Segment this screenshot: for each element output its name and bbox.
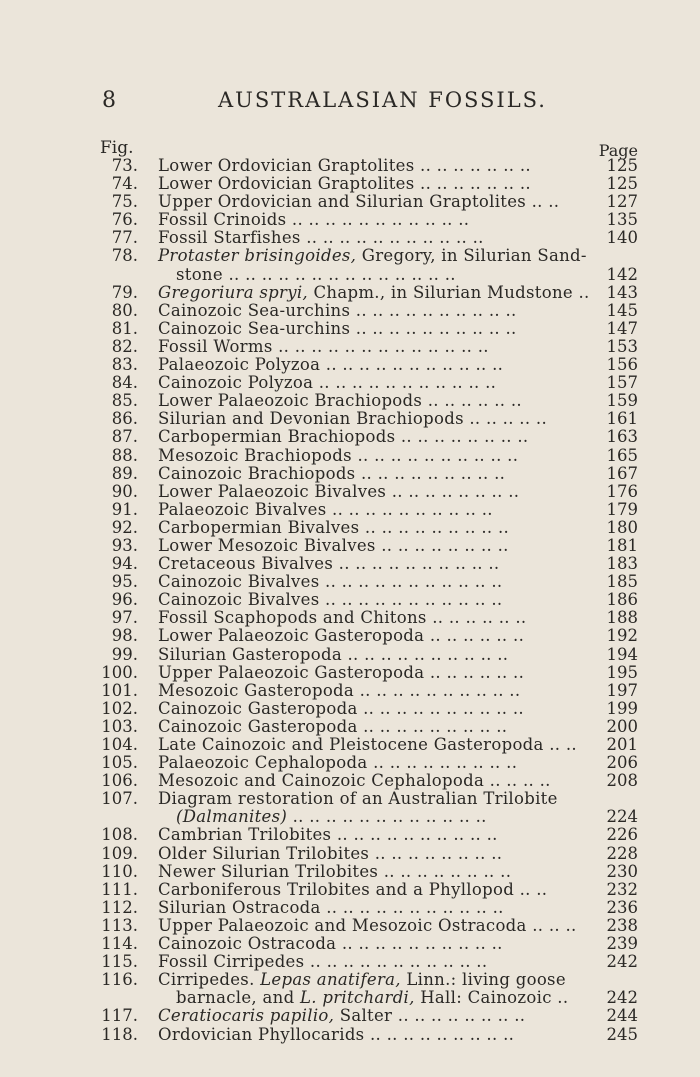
figure-entry	[0, 229, 700, 247]
figure-title	[158, 356, 503, 374]
entry-line	[0, 591, 700, 609]
figure-title-italic: Gregoriura spryi,	[158, 282, 308, 302]
page-reference: 161	[606, 409, 638, 429]
figure-number: 112.	[101, 897, 138, 917]
entry-line	[0, 863, 700, 881]
figure-title	[158, 465, 505, 483]
figure-title-text: Palaeozoic Polyzoa .. .. .. .. .. .. .. .. .. .. ..	[158, 355, 504, 375]
figure-number: 73.	[111, 156, 138, 175]
entry-line	[0, 736, 700, 754]
figure-title-text: Fossil Worms .. .. .. .. .. .. .. .. .. .. .. .. ..	[158, 336, 489, 356]
figure-entry	[0, 863, 700, 881]
page-reference: 143	[606, 282, 638, 302]
entry-line	[0, 229, 700, 247]
figure-entry	[0, 428, 700, 446]
figure-title-text: Salter .. .. .. .. .. .. .. ..	[334, 1006, 526, 1026]
figure-title-italic: Protaster brisingoides,	[158, 246, 357, 266]
figure-number: 107.	[101, 789, 138, 809]
figure-number: 89.	[111, 463, 138, 483]
figure-title-text: Diagram restoration of an Australian Trilobite	[158, 789, 558, 809]
figure-title	[158, 772, 551, 790]
entry-line	[0, 682, 700, 700]
page-reference: 226	[606, 825, 638, 845]
figure-title	[158, 573, 502, 591]
page-reference: 201	[606, 735, 638, 754]
figure-title	[158, 863, 511, 881]
entry-line	[0, 537, 700, 555]
entry-line	[0, 410, 700, 428]
entry-line	[0, 627, 700, 645]
figure-number: 99.	[111, 644, 138, 664]
entry-line	[0, 826, 700, 844]
figure-title-text: Cambrian Trilobites .. .. .. .. .. .. .. .. .. ..	[158, 825, 498, 845]
figure-entry	[0, 609, 700, 627]
figure-entry	[0, 157, 700, 175]
figure-title-text: Cainozoic Ostracoda .. .. .. .. .. .. .. .. .. ..	[158, 934, 503, 954]
entry-line	[0, 772, 700, 790]
figure-title	[158, 881, 547, 899]
figure-title-text: .. .. .. .. .. .. .. .. .. .. .. ..	[287, 807, 487, 827]
page-reference: 185	[606, 572, 638, 592]
column-header-page: Page	[598, 141, 638, 160]
figure-title	[158, 320, 517, 338]
figure-title-text: Lower Palaeozoic Gasteropoda .. .. .. .. .. ..	[158, 626, 525, 646]
figure-title-text: Cainozoic Sea-urchins .. .. .. .. .. .. .. .. .. ..	[158, 318, 517, 338]
figure-title	[158, 193, 559, 211]
entry-line	[0, 1026, 700, 1044]
figure-number: 96.	[111, 590, 138, 610]
figure-entry	[0, 736, 700, 754]
figure-title-text: Lower Ordovician Graptolites .. .. .. .. .. .. ..	[158, 156, 531, 175]
figure-title	[158, 410, 547, 428]
figure-number: 80.	[111, 300, 138, 320]
figure-title-text: Palaeozoic Bivalves .. .. .. .. .. .. .. .. .. ..	[158, 499, 493, 519]
figure-title-text: Cainozoic Gasteropoda .. .. .. .. .. .. .. .. ..	[158, 716, 508, 736]
entry-line	[0, 157, 700, 175]
entry-line	[0, 971, 700, 989]
entry-line	[0, 989, 700, 1007]
page-reference: 167	[606, 463, 638, 483]
figure-title	[158, 826, 498, 844]
page-reference: 236	[606, 897, 638, 917]
figure-entry	[0, 447, 700, 465]
page-reference: 125	[606, 174, 638, 194]
figure-number: 102.	[101, 698, 138, 718]
figure-number: 85.	[111, 391, 138, 411]
figure-title	[158, 917, 577, 935]
figure-entry	[0, 682, 700, 700]
figure-number: 81.	[111, 318, 138, 338]
page-reference: 239	[606, 934, 638, 954]
figure-entry	[0, 302, 700, 320]
figure-title-text: Fossil Cirripedes .. .. .. .. .. .. .. .. .. .. ..	[158, 952, 488, 972]
figure-entry	[0, 790, 700, 826]
figure-title	[158, 700, 524, 718]
figure-entry	[0, 537, 700, 555]
figure-entry	[0, 935, 700, 953]
figure-title-text: Ordovician Phyllocarids .. .. .. .. .. .. .. .. ..	[158, 1024, 515, 1044]
page-reference: 180	[606, 517, 638, 537]
page-reference: 163	[606, 427, 638, 447]
figure-entry	[0, 465, 700, 483]
figure-number: 86.	[111, 409, 138, 429]
entry-line	[0, 465, 700, 483]
figure-entry	[0, 1007, 700, 1025]
page-reference: 242	[606, 952, 638, 972]
page-reference: 194	[606, 644, 638, 664]
figure-title	[158, 483, 519, 501]
figure-number: 78.	[111, 246, 138, 266]
figure-number: 92.	[111, 517, 138, 537]
entry-line	[0, 664, 700, 682]
figure-title-text: Cainozoic Bivalves .. .. .. .. .. .. .. .. .. .. ..	[158, 572, 503, 592]
figure-title-text: Silurian and Devonian Brachiopods .. .. .. .. ..	[158, 409, 548, 429]
figure-title-text: Linn.: living goose	[400, 970, 566, 990]
figure-entry	[0, 338, 700, 356]
figure-title-text: Fossil Crinoids .. .. .. .. .. .. .. .. .. .. ..	[158, 210, 470, 230]
entry-line	[0, 320, 700, 338]
figure-entry	[0, 555, 700, 573]
figure-title-continued	[176, 808, 487, 826]
page-reference: 127	[606, 192, 638, 212]
entry-line	[0, 211, 700, 229]
entry-line	[0, 392, 700, 410]
figure-title	[158, 338, 489, 356]
figure-title-italic: (Dalmanites)	[176, 807, 288, 827]
figure-title-italic: Ceratiocaris papilio,	[158, 1006, 335, 1026]
figure-entry	[0, 700, 700, 718]
figure-title-text: Mesozoic Gasteropoda .. .. .. .. .. .. .. .. .. ..	[158, 680, 521, 700]
entry-line	[0, 790, 700, 808]
figure-title	[158, 555, 499, 573]
figure-number: 84.	[111, 373, 138, 393]
page-reference: 199	[606, 698, 638, 718]
page-reference: 179	[606, 499, 638, 519]
figure-entry	[0, 1026, 700, 1044]
figure-entry	[0, 284, 700, 302]
entry-line	[0, 1007, 700, 1025]
figure-number: 108.	[101, 825, 138, 845]
page-reference: 156	[606, 355, 638, 375]
figure-title	[158, 157, 531, 175]
figure-title	[158, 537, 509, 555]
page-reference: 176	[606, 481, 638, 501]
entry-line	[0, 247, 700, 265]
page-reference: 208	[606, 771, 638, 791]
figure-title-text: Older Silurian Trilobites .. .. .. .. .. .. .. ..	[158, 843, 503, 863]
figure-entry	[0, 483, 700, 501]
figure-title-text: Carbopermian Bivalves .. .. .. .. .. .. .. .. ..	[158, 517, 510, 537]
entry-line	[0, 374, 700, 392]
entry-line	[0, 609, 700, 627]
figure-entry	[0, 519, 700, 537]
entry-line	[0, 754, 700, 772]
figure-number: 111.	[101, 879, 138, 899]
figure-entry	[0, 718, 700, 736]
entry-line	[0, 501, 700, 519]
figure-title	[158, 609, 526, 627]
figure-title	[158, 754, 517, 772]
figure-title-text: Lower Mesozoic Bivalves .. .. .. .. .. .. .. ..	[158, 535, 509, 555]
figure-title-text: Silurian Gasteropoda .. .. .. .. .. .. .. .. .. ..	[158, 644, 509, 664]
figure-title	[158, 790, 558, 808]
figure-title-text: Gregory, in Silurian Sand-	[356, 246, 587, 266]
figure-number: 82.	[111, 336, 138, 356]
figure-title	[158, 1007, 525, 1025]
figure-title	[158, 682, 520, 700]
page-reference: 188	[606, 608, 638, 628]
page-reference: 230	[606, 861, 638, 881]
figure-entry	[0, 320, 700, 338]
entry-line	[0, 356, 700, 374]
figure-title	[158, 899, 504, 917]
entry-line	[0, 193, 700, 211]
entry-line	[0, 284, 700, 302]
figure-title	[158, 845, 502, 863]
page-reference: 183	[606, 554, 638, 574]
figure-title	[158, 501, 493, 519]
page-reference: 224	[606, 807, 638, 827]
figure-number: 94.	[111, 554, 138, 574]
figure-title-text: stone .. .. .. .. .. .. .. .. .. .. .. .. .. ..	[176, 264, 456, 284]
figure-title-text: Newer Silurian Trilobites .. .. .. .. .. .. .. ..	[158, 861, 512, 881]
figure-number: 91.	[111, 499, 138, 519]
entry-line	[0, 447, 700, 465]
column-header-fig: Fig.	[100, 138, 134, 158]
page-reference: 153	[606, 336, 638, 356]
figure-title-text: Cainozoic Gasteropoda .. .. .. .. .. .. .. .. .. ..	[158, 698, 524, 718]
page-reference: 157	[606, 373, 638, 393]
page-reference: 245	[606, 1024, 638, 1044]
page-reference: 125	[606, 156, 638, 175]
figure-entry	[0, 211, 700, 229]
figure-entry	[0, 175, 700, 193]
figure-title-text: Palaeozoic Cephalopoda .. .. .. .. .. .. .. .. ..	[158, 753, 518, 773]
page-reference: 159	[606, 391, 638, 411]
figure-entry	[0, 646, 700, 664]
entry-line	[0, 483, 700, 501]
figure-entry	[0, 845, 700, 863]
figure-entry	[0, 193, 700, 211]
figure-number: 101.	[101, 680, 138, 700]
figure-number: 110.	[101, 861, 138, 881]
figure-entry	[0, 754, 700, 772]
figure-number: 109.	[101, 843, 138, 863]
figure-number: 77.	[111, 228, 138, 248]
page-reference: 165	[606, 445, 638, 465]
page-reference: 195	[606, 662, 638, 682]
figure-entry	[0, 971, 700, 1007]
figure-title	[158, 428, 528, 446]
figure-number: 100.	[101, 662, 138, 682]
figure-title-text: Fossil Scaphopods and Chitons .. .. .. .. .. ..	[158, 608, 527, 628]
figure-title-text: Upper Ordovician and Silurian Graptolites .. ..	[158, 192, 560, 212]
figure-number: 95.	[111, 572, 138, 592]
page-reference: 181	[606, 535, 638, 555]
figure-title-italic: Lepas anatifera,	[260, 970, 401, 990]
figure-title	[158, 284, 590, 302]
figure-title-text: Cainozoic Brachiopods .. .. .. .. .. .. .. .. ..	[158, 463, 506, 483]
figure-title	[158, 447, 518, 465]
entry-line	[0, 935, 700, 953]
figure-title	[158, 229, 484, 247]
figure-title-text: Cretaceous Bivalves .. .. .. .. .. .. .. .. .. ..	[158, 554, 500, 574]
page-reference: 142	[606, 264, 638, 284]
figure-number: 93.	[111, 535, 138, 555]
figure-title	[158, 591, 502, 609]
figure-number: 118.	[101, 1024, 138, 1044]
figure-title-text: Upper Palaeozoic Gasteropoda .. .. .. .. .. ..	[158, 662, 525, 682]
page-reference: 200	[606, 716, 638, 736]
figure-number: 113.	[101, 915, 138, 935]
page-reference: 145	[606, 300, 638, 320]
page-reference: 135	[606, 210, 638, 230]
figure-title	[158, 392, 522, 410]
page-reference: 197	[606, 680, 638, 700]
figure-number: 115.	[101, 952, 138, 972]
figure-number: 105.	[101, 753, 138, 773]
figure-title	[158, 718, 507, 736]
entry-line	[0, 302, 700, 320]
figure-title-continued	[176, 989, 568, 1007]
page-reference: 228	[606, 843, 638, 863]
figure-title-text: Cainozoic Polyzoa .. .. .. .. .. .. .. .. .. .. ..	[158, 373, 497, 393]
entry-line	[0, 953, 700, 971]
figure-title-text: Cirripedes.	[158, 970, 261, 990]
figure-entry	[0, 917, 700, 935]
figure-title-text: barnacle, and	[176, 988, 300, 1008]
figure-title-text: Late Cainozoic and Pleistocene Gasteropoda .. ..	[158, 735, 577, 754]
figure-number: 88.	[111, 445, 138, 465]
figure-number: 103.	[101, 716, 138, 736]
page-reference: 238	[606, 915, 638, 935]
figure-title-text: Fossil Starfishes .. .. .. .. .. .. .. .. .. .. ..	[158, 228, 484, 248]
figure-number: 75.	[111, 192, 138, 212]
entry-line	[0, 718, 700, 736]
figure-title-text: Lower Ordovician Graptolites .. .. .. .. .. .. ..	[158, 174, 531, 194]
figure-title	[158, 247, 587, 265]
figure-entry	[0, 501, 700, 519]
entry-line	[0, 808, 700, 826]
entry-line	[0, 338, 700, 356]
figure-entry	[0, 392, 700, 410]
running-head-title: AUSTRALASIAN FOSSILS.	[218, 88, 547, 112]
figure-number: 97.	[111, 608, 138, 628]
figure-title-text: Lower Palaeozoic Bivalves .. .. .. .. .. .. .. ..	[158, 481, 520, 501]
page-reference: 244	[606, 1006, 638, 1026]
figure-number: 76.	[111, 210, 138, 230]
figure-title-text: Lower Palaeozoic Brachiopods .. .. .. .. .. ..	[158, 391, 522, 411]
figure-title	[158, 1026, 514, 1044]
entry-line	[0, 917, 700, 935]
figure-title-continued	[176, 266, 456, 284]
figure-title	[158, 211, 469, 229]
figure-entry	[0, 899, 700, 917]
figure-number: 98.	[111, 626, 138, 646]
figure-entry	[0, 664, 700, 682]
entry-line	[0, 428, 700, 446]
figure-number: 83.	[111, 355, 138, 375]
page-reference: 186	[606, 590, 638, 610]
figure-number: 79.	[111, 282, 138, 302]
entry-line	[0, 555, 700, 573]
figure-title	[158, 664, 524, 682]
figure-title	[158, 646, 508, 664]
figure-title	[158, 519, 509, 537]
figure-entry	[0, 374, 700, 392]
figure-entry	[0, 591, 700, 609]
figure-title-text: Carboniferous Trilobites and a Phyllopod .. ..	[158, 879, 548, 899]
figure-list	[0, 157, 700, 1044]
page-number: 8	[102, 88, 116, 113]
figure-number: 114.	[101, 934, 138, 954]
figure-entry	[0, 881, 700, 899]
figure-number: 90.	[111, 481, 138, 501]
entry-line	[0, 175, 700, 193]
figure-title	[158, 302, 517, 320]
figure-title	[158, 175, 531, 193]
entry-line	[0, 700, 700, 718]
figure-number: 116.	[101, 970, 138, 990]
figure-entry	[0, 410, 700, 428]
figure-title	[158, 736, 577, 754]
figure-title	[158, 374, 496, 392]
figure-number: 87.	[111, 427, 138, 447]
figure-number: 74.	[111, 174, 138, 194]
page-reference: 147	[606, 318, 638, 338]
figure-number: 106.	[101, 771, 138, 791]
figure-title	[158, 971, 566, 989]
figure-title	[158, 953, 487, 971]
figure-entry	[0, 826, 700, 844]
figure-title-text: Cainozoic Bivalves .. .. .. .. .. .. .. .. .. .. ..	[158, 590, 503, 610]
entry-line	[0, 573, 700, 591]
figure-title-text: Carbopermian Brachiopods .. .. .. .. .. .. .. ..	[158, 427, 529, 447]
figure-entry	[0, 573, 700, 591]
entry-line	[0, 881, 700, 899]
figure-title-text: Silurian Ostracoda .. .. .. .. .. .. .. .. .. .. ..	[158, 897, 504, 917]
figure-title-text: Mesozoic and Cainozoic Cephalopoda .. .. .. ..	[158, 771, 551, 791]
page-reference: 242	[606, 988, 638, 1008]
figure-title	[158, 935, 503, 953]
entry-line	[0, 899, 700, 917]
entry-line	[0, 646, 700, 664]
entry-line	[0, 519, 700, 537]
figure-title-italic: L. pritchardi,	[300, 988, 415, 1008]
figure-title-text: Mesozoic Brachiopods .. .. .. .. .. .. .. .. .. ..	[158, 445, 519, 465]
page-reference: 232	[606, 879, 638, 899]
figure-entry	[0, 772, 700, 790]
figure-title-text: Cainozoic Sea-urchins .. .. .. .. .. .. .. .. .. ..	[158, 300, 517, 320]
figure-number: 117.	[101, 1006, 138, 1026]
figure-entry	[0, 953, 700, 971]
figure-title-text: Upper Palaeozoic and Mesozoic Ostracoda .. .. ..	[158, 915, 577, 935]
figure-title	[158, 627, 524, 645]
figure-entry	[0, 247, 700, 283]
figure-entry	[0, 356, 700, 374]
figure-title-text: Hall: Cainozoic ..	[414, 988, 569, 1008]
page-reference: 206	[606, 753, 638, 773]
figure-title-text: Chapm., in Silurian Mudstone ..	[307, 282, 590, 302]
page-reference: 140	[606, 228, 638, 248]
figure-entry	[0, 627, 700, 645]
page-reference: 192	[606, 626, 638, 646]
entry-line	[0, 845, 700, 863]
entry-line	[0, 266, 700, 284]
figure-number: 104.	[101, 735, 138, 754]
